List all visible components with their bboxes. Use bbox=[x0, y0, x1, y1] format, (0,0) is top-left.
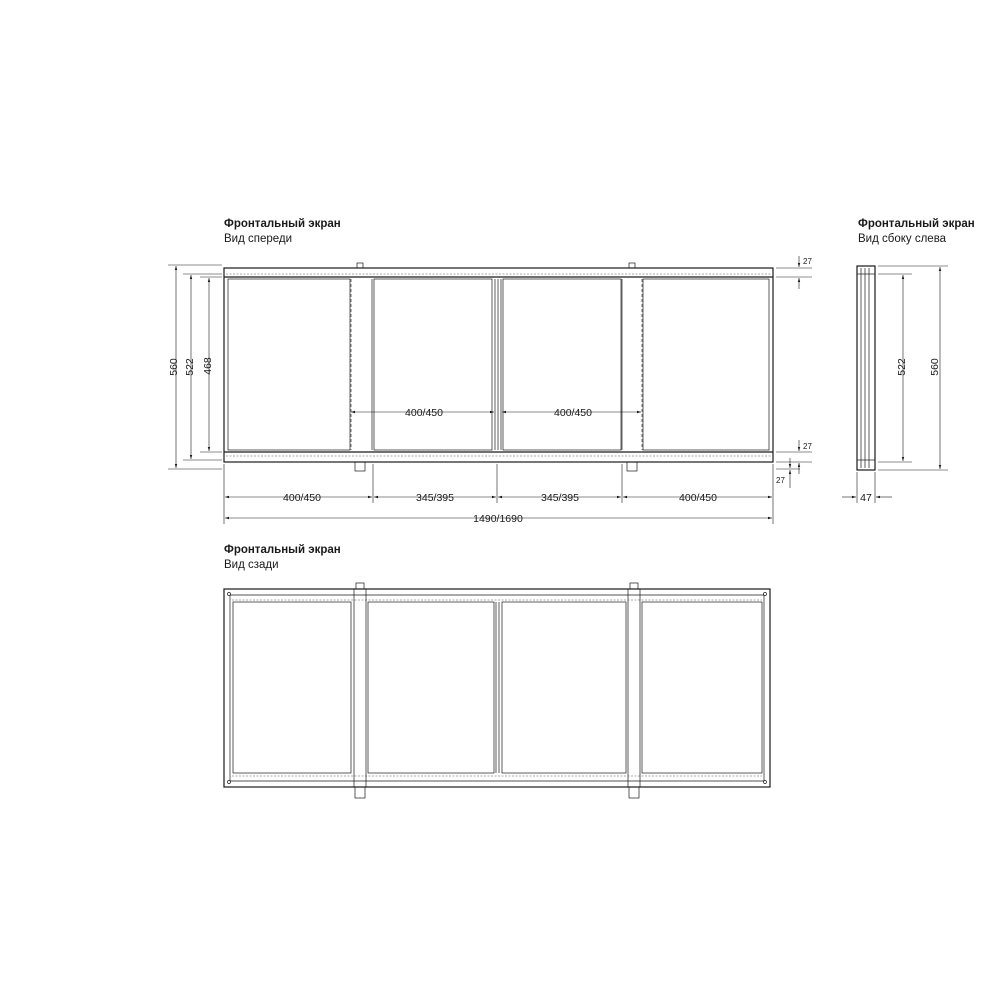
front-view bbox=[168, 218, 812, 525]
back-view-subtitle: Вид сзади bbox=[224, 559, 279, 571]
dim-front-height-inner: 522 bbox=[184, 358, 196, 376]
screw-icon bbox=[228, 593, 231, 596]
back-foot-left bbox=[355, 787, 365, 798]
back-outer-frame bbox=[224, 589, 770, 787]
back-post-left bbox=[354, 589, 366, 787]
dim-front-seg1: 400/450 bbox=[283, 492, 321, 504]
front-view-title: Фронтальный экран bbox=[224, 218, 341, 230]
back-panel-4 bbox=[642, 602, 762, 773]
dim-front-seg2: 345/395 bbox=[416, 492, 454, 504]
front-foot-left bbox=[355, 462, 365, 471]
front-top-clip-right bbox=[629, 263, 635, 268]
back-foot-right bbox=[629, 787, 639, 798]
front-foot-right bbox=[627, 462, 637, 471]
front-panel-3 bbox=[503, 279, 621, 450]
side-view bbox=[842, 218, 975, 504]
screw-icon bbox=[764, 781, 767, 784]
back-post-right bbox=[628, 589, 640, 787]
side-profile-outer bbox=[857, 266, 875, 470]
dim-front-height-total: 560 bbox=[168, 358, 180, 376]
side-profile-bottom-cap bbox=[857, 460, 875, 470]
front-outer-frame bbox=[224, 268, 773, 462]
side-view-subtitle: Вид сбоку слева bbox=[858, 233, 947, 245]
dim-front-total-width: 1490/1690 bbox=[473, 513, 523, 525]
screw-icon bbox=[228, 781, 231, 784]
side-profile-top-cap bbox=[857, 266, 875, 274]
back-panel-3 bbox=[502, 602, 626, 773]
dim-side-height-inner: 522 bbox=[896, 358, 908, 376]
side-view-title: Фронтальный экран bbox=[858, 218, 975, 230]
dim-front-seg3: 345/395 bbox=[541, 492, 579, 504]
back-view bbox=[224, 544, 770, 798]
dim-front-bottom-offset: 27 bbox=[776, 476, 785, 485]
dim-front-inner-right: 400/450 bbox=[554, 407, 592, 419]
screw-icon bbox=[764, 593, 767, 596]
front-top-clip-left bbox=[357, 263, 363, 268]
dim-front-bottom-rail: 27 bbox=[803, 442, 812, 451]
front-view-subtitle: Вид спереди bbox=[224, 233, 293, 245]
dim-front-inner-left: 400/450 bbox=[405, 407, 443, 419]
dim-front-top-rail: 27 bbox=[803, 257, 812, 266]
front-panel-2 bbox=[374, 279, 492, 450]
back-top-clip-right bbox=[630, 583, 638, 589]
back-panel-1 bbox=[233, 602, 351, 773]
front-panel-4 bbox=[643, 279, 769, 450]
dim-side-depth: 47 bbox=[860, 492, 872, 504]
back-panel-2 bbox=[368, 602, 494, 773]
back-view-title: Фронтальный экран bbox=[224, 544, 341, 556]
dim-front-height-panel: 468 bbox=[202, 357, 214, 375]
front-panel-1 bbox=[228, 279, 350, 450]
dim-front-seg4: 400/450 bbox=[679, 492, 717, 504]
dim-side-height-total: 560 bbox=[929, 358, 941, 376]
back-top-clip-left bbox=[356, 583, 364, 589]
